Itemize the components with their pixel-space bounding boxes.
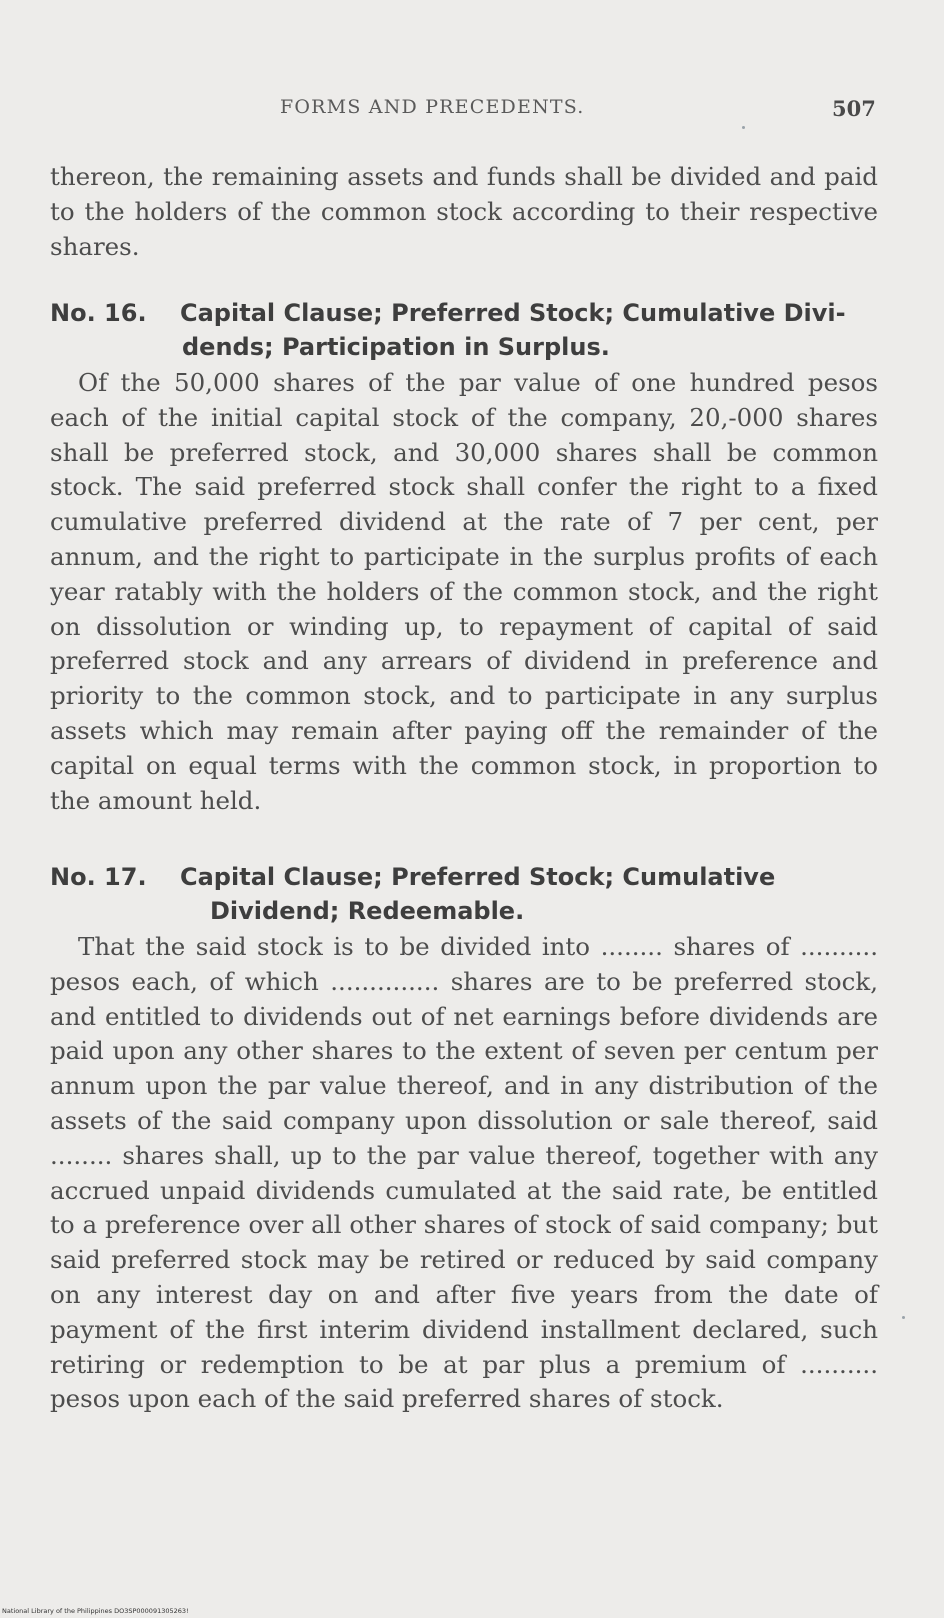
section-17-title-line1: Capital Clause; Preferred Stock; Cumulative [180, 863, 776, 891]
section-17-heading [50, 860, 878, 928]
scan-speck [742, 126, 745, 129]
scan-speck [902, 1316, 905, 1319]
section-17-body: That the said stock is to be divided into ........ shares of .......... pesos each, of which .............. shares are to be preferred stock, and entitled to dividends out of net earnings before dividends are paid upon any other shares to the extent of seven per centum per annum upon the par value thereof, and in any distribution of the assets of the said company upon dissolution or sale thereof, said ........ shares shall, up to the par value thereof, together with any accrued unpaid dividends cumulated at the said rate, be entitled to a preference over all other shares of stock of said company; but said preferred stock may be retired or reduced by said company on any interest day on and after five years from the date of payment of the first interim dividend installment declared, such retiring or redemption to be at par plus a premium of .......... pesos upon each of the said preferred shares of stock. [50, 932, 878, 1414]
section-16-number: No. 16. [50, 299, 147, 327]
section-16-body: Of the 50,000 shares of the par value of one hundred pesos each of the initial capital stock of the company, 20,-000 shares shall be preferred stock, and 30,000 shares shall be common stock. The said preferred stock shall confer the right to a fixed cumulative preferred dividend at the rate of 7 per cent, per annum, and the right to participate in the surplus profits of each year ratably with the holders of the common stock, and the right on dissolution or winding up, to repayment of capital of said preferred stock and any arrears of dividend in preference and priority to the common stock, and to participate in any surplus assets which may remain after paying off the remainder of the capital on equal terms with the common stock, in proportion to the amount held. [50, 368, 878, 815]
section-16-heading [50, 296, 878, 364]
section-17-number: No. 17. [50, 863, 147, 891]
page-number: 507 [832, 96, 876, 121]
scan-footer-id: National Library of the Philippines DO3SP000091305263! [2, 1607, 189, 1615]
section-16-title-line2: dends; Participation in Surplus. [182, 333, 610, 361]
section-16-title-line1: Capital Clause; Preferred Stock; Cumulative Divi- [180, 299, 846, 327]
section-17-title-line2: Dividend; Redeemable. [210, 897, 525, 925]
running-head: FORMS AND PRECEDENTS. [280, 96, 585, 118]
continuation-paragraph: thereon, the remaining assets and funds shall be divided and paid to the holders of the common stock according to their respective shares. [50, 162, 878, 261]
